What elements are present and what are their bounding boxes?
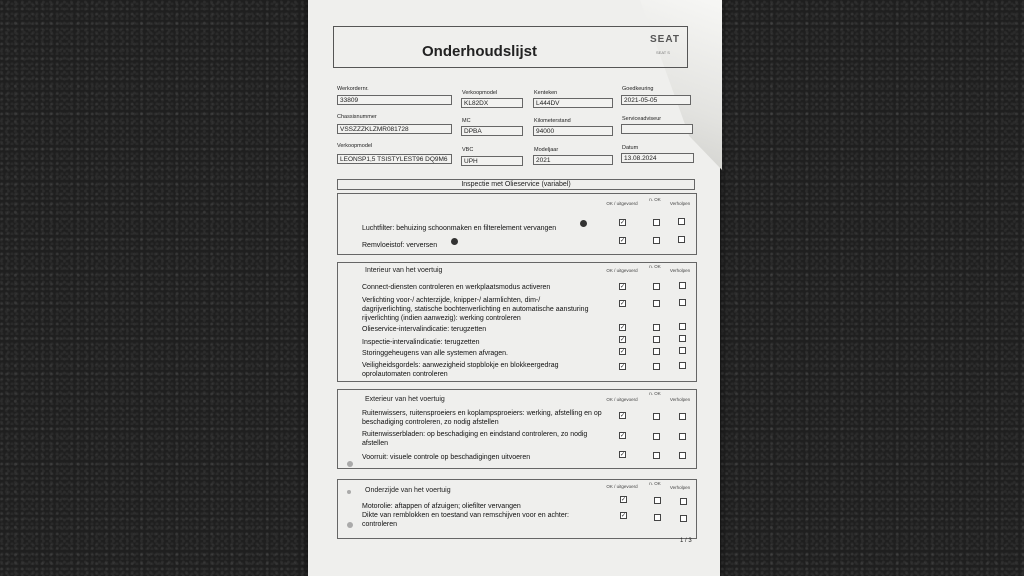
list-item: Ruitenwissers, ruitensproeiers en koplampsproeiers: werking, afstelling en op beschadiging controleren, zo nodig afstellen xyxy=(362,410,602,426)
field-value: 2021-05-05 xyxy=(621,95,691,105)
list-item: Verlichting voor-/ achterzijde, knipper-/ alarmlichten, dim-/ dagrijverlichting, statische bochtenverlichting en automatische aansturing rijverlichting (indien aanwezig): werking controleren xyxy=(362,297,589,322)
verholpen-checkbox[interactable] xyxy=(679,323,686,330)
col-verholpen: Verholpen xyxy=(669,201,691,206)
field-value: LEONSP1,5 TSISTYLEST96 DQ9M6 xyxy=(337,154,452,164)
field-value: DPBA xyxy=(461,126,523,136)
field-value: UPH xyxy=(461,156,523,166)
nok-checkbox[interactable] xyxy=(654,514,661,521)
field-label: Serviceadviseur xyxy=(622,116,662,122)
page-number: 1 / 3 xyxy=(680,538,692,544)
list-item: Ruitenwisserbladen: op beschadiging en eindstand controleren, zo nodig afstellen xyxy=(362,431,588,447)
ok-checkbox[interactable]: ✓ xyxy=(620,452,626,458)
list-item: Voorruit: visuele controle op beschadigingen uitvoeren xyxy=(362,454,531,461)
nok-checkbox[interactable] xyxy=(653,413,660,420)
verholpen-checkbox[interactable] xyxy=(678,236,685,243)
field-label: Kenteken xyxy=(534,90,558,96)
col-ok: OK / uitgevoerd xyxy=(606,484,638,489)
col-ok: OK / uitgevoerd xyxy=(606,201,638,206)
field-value xyxy=(621,124,693,134)
list-item: Storinggeheugens van alle systemen afvragen. xyxy=(362,350,508,357)
verholpen-checkbox[interactable] xyxy=(680,515,687,522)
nok-checkbox[interactable] xyxy=(653,300,660,307)
bullet-circle-icon xyxy=(347,461,353,467)
field-label: MC xyxy=(462,118,471,124)
verholpen-checkbox[interactable] xyxy=(679,452,686,459)
bullet-circle-icon xyxy=(347,490,351,494)
field-label: Werkordernr. xyxy=(337,86,369,92)
ok-checkbox[interactable]: ✓ xyxy=(620,349,626,355)
verholpen-checkbox[interactable] xyxy=(679,433,686,440)
field-value: KL82DX xyxy=(461,98,523,108)
service-header: Inspectie met Olieservice (variabel) xyxy=(337,179,695,190)
col-verholpen: Verholpen xyxy=(669,268,691,273)
field-value: VSSZZZKLZMR081728 xyxy=(337,124,452,134)
seat-logo-icon: SEAT xyxy=(650,34,680,45)
col-ok: OK / uitgevoerd xyxy=(606,268,638,273)
verholpen-checkbox[interactable] xyxy=(679,413,686,420)
field-value: 94000 xyxy=(533,126,613,136)
field-label: Goedkeuring xyxy=(622,86,654,92)
nok-checkbox[interactable] xyxy=(653,336,660,343)
bullet-dot-icon xyxy=(451,238,458,245)
list-item: Dikte van remblokken en toestand van remschijven voor en achter: controleren xyxy=(362,512,569,528)
ok-checkbox[interactable]: ✓ xyxy=(620,284,626,290)
page-title: Onderhoudslijst xyxy=(422,43,538,60)
nok-checkbox[interactable] xyxy=(653,237,660,244)
ok-checkbox[interactable]: ✓ xyxy=(621,513,627,519)
nok-checkbox[interactable] xyxy=(653,324,660,331)
col-nok: n. OK xyxy=(649,481,661,486)
ok-checkbox[interactable]: ✓ xyxy=(620,337,626,343)
field-label: Chassisnummer xyxy=(337,114,377,120)
nok-checkbox[interactable] xyxy=(653,363,660,370)
nok-checkbox[interactable] xyxy=(653,433,660,440)
list-item: Motorolie: aftappen of afzuigen; oliefilter vervangen xyxy=(362,503,521,510)
bullet-dot-icon xyxy=(580,220,587,227)
section-title: Interieur van het voertuig xyxy=(365,267,443,274)
ok-checkbox[interactable]: ✓ xyxy=(621,497,627,503)
field-value: 13.08.2024 xyxy=(621,153,694,163)
nok-checkbox[interactable] xyxy=(653,283,660,290)
verholpen-checkbox[interactable] xyxy=(679,335,686,342)
list-item: Inspectie-intervalindicatie: terugzetten xyxy=(362,339,480,346)
field-value: 33809 xyxy=(337,95,452,105)
list-item: Luchtfilter: behuizing schoonmaken en filterelement vervangen xyxy=(362,225,557,232)
section-title: Onderzijde van het voertuig xyxy=(365,487,451,494)
ok-checkbox[interactable]: ✓ xyxy=(620,325,626,331)
field-label: Modeljaar xyxy=(534,147,559,153)
ok-checkbox[interactable]: ✓ xyxy=(620,413,626,419)
list-item: Connect-diensten controleren en werkplaatsmodus activeren xyxy=(362,284,551,291)
verholpen-checkbox[interactable] xyxy=(679,282,686,289)
verholpen-checkbox[interactable] xyxy=(679,347,686,354)
verholpen-checkbox[interactable] xyxy=(679,362,686,369)
section-title: Exterieur van het voertuig xyxy=(365,396,445,403)
list-item: Veiligheidsgordels: aanwezigheid stopblokje en blokkeergedrag oprolautomaten controleren xyxy=(362,362,559,378)
ok-checkbox[interactable]: ✓ xyxy=(620,364,626,370)
ok-checkbox[interactable]: ✓ xyxy=(620,301,626,307)
field-label: Datum xyxy=(622,145,639,151)
ok-checkbox[interactable]: ✓ xyxy=(620,238,626,244)
col-nok: n. OK xyxy=(649,264,661,269)
col-nok: n. OK xyxy=(649,391,661,396)
field-label: Verkoopmodel xyxy=(337,143,373,149)
col-ok: OK / uitgevoerd xyxy=(606,397,638,402)
bullet-circle-icon xyxy=(347,522,353,528)
field-value: 2021 xyxy=(533,155,613,165)
field-value: L444DV xyxy=(533,98,613,108)
field-label: Verkoopmodel xyxy=(462,90,498,96)
ok-checkbox[interactable]: ✓ xyxy=(620,220,626,226)
verholpen-checkbox[interactable] xyxy=(680,498,687,505)
verholpen-checkbox[interactable] xyxy=(679,299,686,306)
ok-checkbox[interactable]: ✓ xyxy=(620,433,626,439)
list-item: Remvloeistof: verversen xyxy=(362,242,438,249)
nok-checkbox[interactable] xyxy=(653,348,660,355)
nok-checkbox[interactable] xyxy=(653,452,660,459)
field-label: Kilometerstand xyxy=(534,118,571,124)
col-verholpen: Verholpen xyxy=(669,397,691,402)
nok-checkbox[interactable] xyxy=(653,219,660,226)
col-verholpen: Verholpen xyxy=(669,485,691,490)
verholpen-checkbox[interactable] xyxy=(678,218,685,225)
list-item: Olieservice-intervalindicatie: terugzetten xyxy=(362,326,487,333)
col-nok: n. OK xyxy=(649,197,661,202)
field-label: VBC xyxy=(462,147,474,153)
nok-checkbox[interactable] xyxy=(654,497,661,504)
logo-subtext: SEAT S xyxy=(656,50,670,55)
